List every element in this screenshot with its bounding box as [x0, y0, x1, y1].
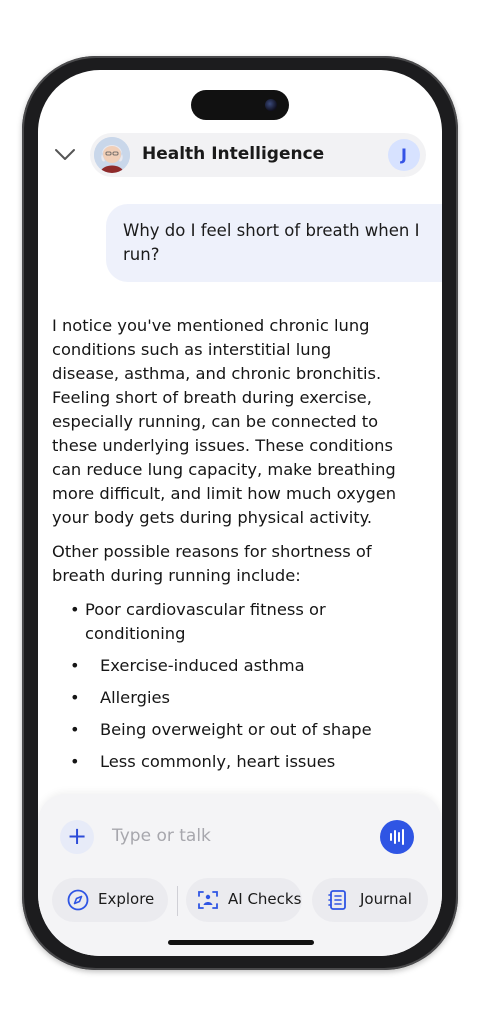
assistant-reply — [52, 314, 402, 782]
home-indicator[interactable] — [168, 940, 314, 945]
compass-icon — [66, 888, 90, 912]
user-avatar[interactable]: J — [388, 139, 420, 171]
message-input[interactable]: Type or talk — [112, 826, 211, 846]
divider — [177, 886, 178, 916]
dynamic-island — [191, 90, 289, 120]
explore-button[interactable]: Explore — [52, 878, 168, 922]
reply-bullet-list — [52, 598, 402, 774]
avatar — [94, 137, 130, 173]
chevron-down-icon[interactable] — [54, 145, 76, 163]
journal-button[interactable]: Journal — [312, 878, 428, 922]
list-item: • Allergies — [70, 688, 170, 707]
voice-icon — [380, 820, 414, 854]
add-button[interactable]: + — [60, 820, 94, 854]
list-item: • Being overweight or out of shape — [70, 720, 372, 739]
journal-icon — [326, 888, 350, 912]
app-screen — [38, 70, 442, 956]
ai-checks-icon — [196, 888, 220, 912]
user-message-text: Why do I feel short of breath when I run? — [123, 221, 420, 264]
assistant-title: Health Intelligence — [142, 144, 325, 164]
list-item: • Exercise-induced asthma — [70, 656, 305, 675]
list-item: • Poor cardiovascular fitness or conditioning — [70, 600, 326, 643]
reply-paragraph: I notice you've mentioned chronic lung conditions such as interstitial lung disease, asthma, and chronic bronchitis. Feeling short of breath during exercise, especially running, can be connected to these underlying issues. These conditions can reduce lung capacity, make breathing more difficult, and limit how much oxygen your body gets during physical activity. — [52, 316, 397, 527]
user-message-bubble — [106, 204, 442, 282]
reply-paragraph: Other possible reasons for shortness of breath during running include: — [52, 542, 372, 585]
assistant-selector[interactable] — [90, 133, 426, 177]
camera-icon — [265, 99, 277, 111]
composer-panel — [38, 794, 442, 956]
voice-button[interactable] — [380, 820, 414, 854]
ai-checks-button[interactable]: AI Checks — [186, 878, 302, 922]
list-item: • Less commonly, heart issues — [70, 752, 336, 771]
chat-header — [54, 133, 428, 177]
